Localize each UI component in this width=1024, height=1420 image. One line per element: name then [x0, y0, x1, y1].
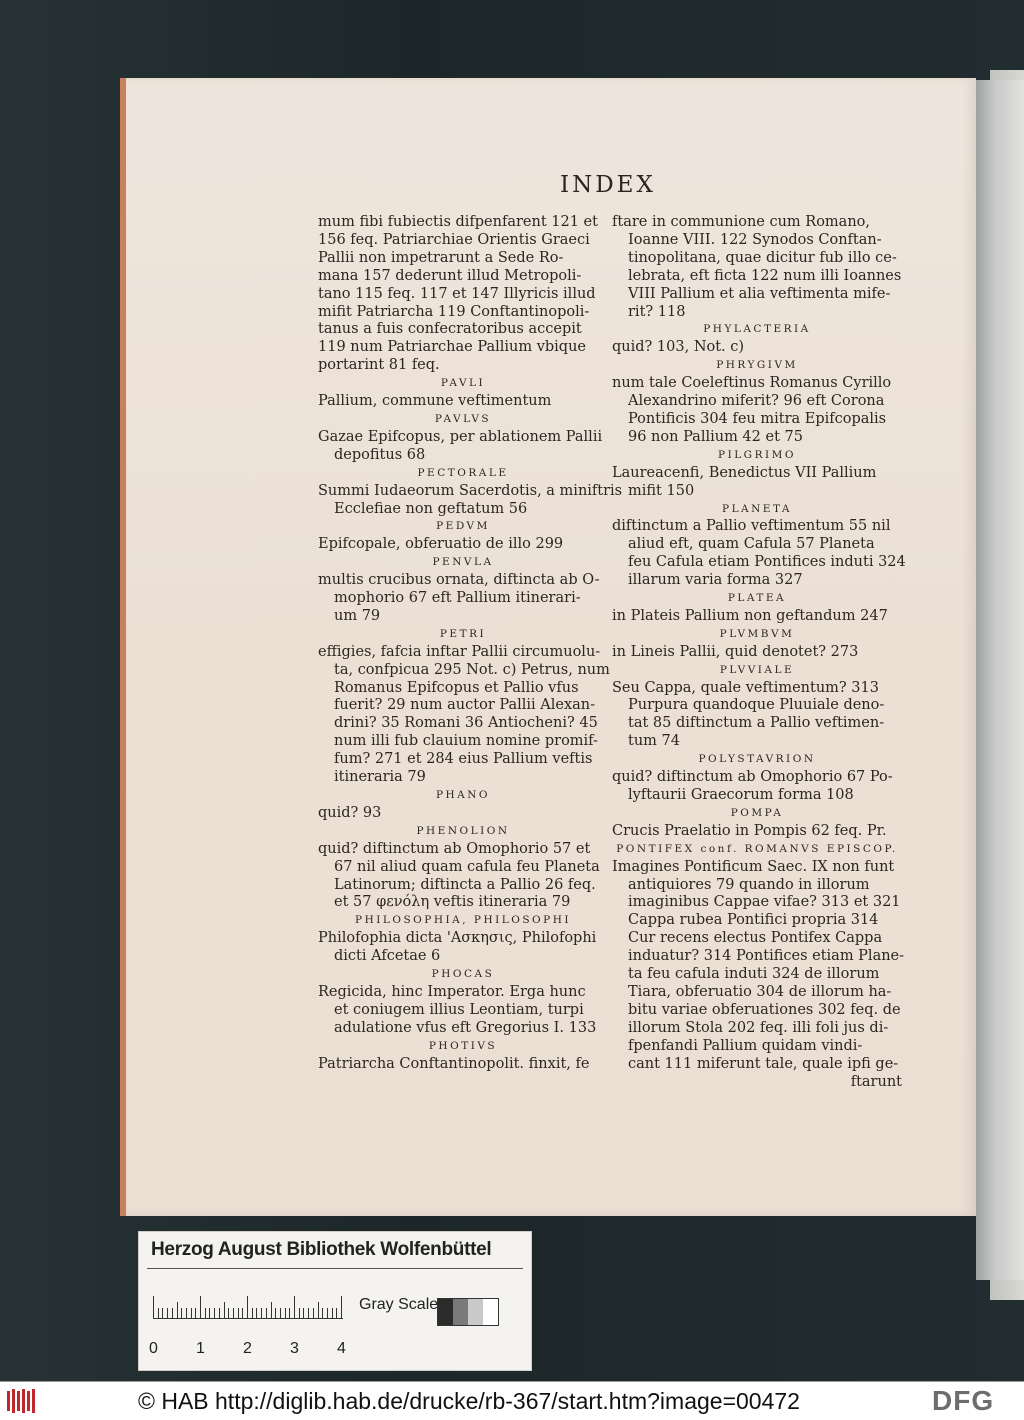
page-header: INDEX [560, 172, 656, 198]
dfg-logo: DFG [932, 1385, 995, 1416]
index-heading: PAVLVS [434, 412, 492, 425]
index-line: ta, confpicua 295 Not. c) Petrus, num [334, 661, 610, 678]
index-heading: PECTORALE [417, 466, 509, 479]
index-line: feu Cafula etiam Pontifices induti 324 [628, 554, 906, 571]
index-line: drini? 35 Romani 36 Antiocheni? 45 [334, 715, 598, 732]
ruler-tick [200, 1296, 201, 1318]
index-line: num tale Coeleftinus Romanus Cyrillo [612, 375, 892, 392]
index-line: multis crucibus ornata, diftincta ab O- [318, 572, 600, 589]
copyright-url-link[interactable]: © HAB http://diglib.hab.de/drucke/rb-367/start.htm?image=00472 [138, 1388, 800, 1414]
ruler-tick [289, 1308, 290, 1318]
card-divider [147, 1268, 523, 1269]
ruler-tick [233, 1308, 234, 1318]
index-line: Regicida, hinc Imperator. Erga hunc [318, 983, 586, 1000]
index-line: Purpura quandoque Pluuiale deno- [628, 697, 885, 714]
book-spine [976, 80, 1024, 1280]
index-heading: PENVLA [432, 556, 494, 569]
ruler-tick [177, 1302, 178, 1318]
ruler-tick [285, 1308, 286, 1318]
index-line: aliud eft, quam Cafula 57 Planeta [628, 536, 875, 553]
ruler-number: 2 [243, 1340, 252, 1357]
index-heading: PHYLACTERIA [703, 323, 811, 336]
ruler-tick [181, 1308, 182, 1318]
index-heading: PHANO [435, 789, 491, 801]
index-heading: PLATEA [727, 592, 787, 605]
ruler-tick [303, 1308, 304, 1318]
index-line: mana 157 dederunt illud Metropoli- [318, 267, 582, 284]
ruler-tick [158, 1308, 159, 1318]
index-heading: PAVLI [440, 377, 486, 390]
index-line: cant 111 miferunt tale, quale ipfi ge- [628, 1055, 899, 1072]
index-line: fuerit? 29 num auctor Pallii Alexan- [334, 697, 596, 714]
index-line: Crucis Praelatio in Pompis 62 feq. Pr. [612, 822, 887, 839]
footer-bar [0, 1381, 1024, 1420]
index-heading: PHENOLION [416, 824, 510, 837]
index-line: rit? 118 [628, 303, 686, 320]
ruler-tick [172, 1308, 173, 1318]
index-line: tat 85 diftinctum a Pallio veftimen- [628, 715, 885, 732]
index-line: diftinctum a Pallio veftimentum 55 nil [612, 518, 891, 535]
index-line: Epifcopale, obferuatio de illo 299 [318, 536, 564, 553]
hab-logo-icon [6, 1387, 40, 1415]
ruler-tick [205, 1308, 206, 1318]
ruler-tick [299, 1308, 300, 1318]
ruler-tick [195, 1308, 196, 1318]
index-line: tanus a fuis confecratoribus accepit [318, 321, 582, 338]
index-heading: POMPA [730, 806, 784, 819]
ruler-number: 3 [290, 1340, 299, 1357]
calibration-card [138, 1231, 532, 1371]
ruler-number: 0 [149, 1340, 158, 1357]
ruler-tick [332, 1308, 333, 1318]
index-heading: PLVVIALE [719, 663, 795, 676]
ruler-tick [247, 1296, 248, 1318]
ruler-tick [261, 1308, 262, 1318]
gray-patch [453, 1299, 468, 1325]
index-line: Gazae Epifcopus, per ablationem Pallii [318, 428, 603, 445]
ruler-tick [186, 1308, 187, 1318]
index-line: 96 non Pallium 42 et 75 [628, 428, 803, 445]
index-line: induatur? 314 Pontifices etiam Plane- [628, 948, 905, 965]
index-line: in Lineis Pallii, quid denotet? 273 [612, 643, 859, 660]
ruler-tick [313, 1308, 314, 1318]
left-index-column [318, 214, 623, 1074]
index-heading: PILGRIMO [718, 448, 796, 461]
index-line: Alexandrino miferit? 96 eft Corona [628, 393, 885, 410]
index-line: mum fibi fubiectis difpenfarent 121 et [318, 214, 598, 230]
index-line: tano 115 feq. 117 et 147 Illyricis illud [318, 285, 596, 302]
index-line: 156 feq. Patriarchiae Orientis Graeci [318, 231, 590, 248]
index-heading: PEDVM [436, 520, 490, 533]
index-heading: PLVMBVM [719, 627, 795, 640]
index-line: Pontificis 304 feu mitra Epifcopalis [628, 410, 887, 427]
index-line: 119 num Patriarchae Pallium vbique [318, 339, 587, 356]
index-line: mophorio 67 eft Pallium itinerari- [334, 590, 581, 607]
ruler-tick [242, 1308, 243, 1318]
ruler-tick [327, 1308, 328, 1318]
index-line: quid? diftinctum ab Omophorio 67 Po- [612, 769, 893, 786]
measurement-ruler [153, 1296, 343, 1318]
gray-patch [468, 1299, 483, 1325]
ruler-tick [224, 1302, 225, 1318]
index-line: et 57 φενόλη veftis itineraria 79 [334, 894, 571, 911]
index-line: mifit Patriarcha 119 Conftantinopoli- [318, 303, 590, 320]
index-line: effigies, fafcia inftar Pallii circumuolu- [318, 643, 601, 660]
ruler-tick [256, 1308, 257, 1318]
ruler-tick [214, 1308, 215, 1318]
ruler-tick [209, 1308, 210, 1318]
index-line: Romanus Epifcopus et Pallio vfus [334, 679, 579, 696]
index-line: tinopolitana, quae dicitur fub illo ce- [628, 249, 897, 266]
ruler-tick [280, 1308, 281, 1318]
index-heading: PHILOSOPHIA, PHILOSOPHI [355, 914, 571, 927]
ruler-tick [228, 1308, 229, 1318]
index-line: Pallii non impetrarunt a Sede Ro- [318, 249, 564, 266]
index-line: illarum varia forma 327 [628, 572, 803, 589]
ruler-tick [294, 1296, 295, 1318]
index-line: um 79 [334, 607, 381, 624]
ruler-tick [238, 1308, 239, 1318]
gray-scale-bar [437, 1298, 499, 1326]
index-heading: PLANETA [722, 502, 792, 515]
index-line: Cur recens electus Pontifex Cappa [628, 930, 883, 947]
gray-patch [483, 1299, 498, 1325]
index-heading: PHRYGIVM [716, 359, 798, 372]
index-line: in Plateis Pallium non geftandum 247 [612, 607, 888, 624]
index-line: tum 74 [628, 733, 680, 750]
index-heading: PETRI [439, 627, 487, 640]
library-name: Herzog August Bibliothek Wolfenbüttel [151, 1239, 492, 1260]
ruler-tick [336, 1308, 337, 1318]
gray-patch [438, 1299, 453, 1325]
index-heading: PHOTIVS [428, 1039, 498, 1052]
index-line: Laureacenfi, Benedictus VII Pallium [612, 464, 877, 481]
ruler-numbers [149, 1340, 349, 1360]
index-line: quid? diftinctum ab Omophorio 57 et [318, 840, 591, 857]
right-index-column [612, 214, 906, 1091]
ruler-tick [341, 1296, 342, 1318]
index-line: ftarunt [850, 1073, 902, 1090]
index-heading: PHOCAS [431, 968, 495, 981]
index-line: Latinorum; diftincta a Pallio 26 feq. [334, 876, 596, 893]
ruler-tick [271, 1302, 272, 1318]
ruler-baseline [153, 1318, 343, 1319]
index-line: Pallium, commune veftimentum [318, 393, 552, 410]
ruler-number: 1 [196, 1340, 205, 1357]
ruler-tick [308, 1308, 309, 1318]
index-line: antiquiores 79 quando in illorum [628, 876, 870, 893]
ruler-tick [275, 1308, 276, 1318]
ruler-tick [322, 1308, 323, 1318]
index-line: mifit 150 [628, 482, 695, 499]
index-line: fpenfandi Pallium quidam vindi- [628, 1037, 863, 1054]
index-line: Imagines Pontificum Saec. IX non funt [612, 858, 895, 875]
index-line: Summi Iudaeorum Sacerdotis, a miniftris [318, 482, 623, 499]
index-line: quid? 103, Not. c) [612, 339, 745, 356]
index-heading: PONTIFEX conf. ROMANVS EPISCOP. [616, 842, 898, 855]
index-line: et coniugem illius Leontiam, turpi [334, 1001, 584, 1018]
index-line: ftare in communione cum Romano, [612, 214, 871, 230]
index-line: itineraria 79 [334, 769, 426, 786]
ruler-tick [162, 1308, 163, 1318]
index-line: depofitus 68 [334, 446, 426, 463]
gray-scale-label: Gray Scale [359, 1296, 439, 1313]
ruler-tick [252, 1308, 253, 1318]
index-heading: POLYSTAVRION [698, 753, 816, 766]
ruler-tick [318, 1302, 319, 1318]
index-line: num illi fub clauium nomine promif- [334, 733, 598, 750]
ruler-number: 4 [337, 1340, 346, 1357]
index-line: imaginibus Cappae vifae? 313 et 321 [628, 894, 901, 911]
index-line: Patriarcha Conftantinopolit. finxit, fe [318, 1055, 590, 1072]
index-line: VIII Pallium et alia veftimenta mife- [628, 285, 891, 302]
index-line: dicti Afcetae 6 [334, 948, 441, 965]
index-line: Tiara, obferuatio 304 de illorum ha- [628, 983, 892, 1000]
ruler-tick [219, 1308, 220, 1318]
index-line: lyftaurii Graecorum forma 108 [628, 787, 854, 803]
index-line: Ecclefiae non geftatum 56 [334, 500, 528, 517]
index-line: adulatione vfus eft Gregorius I. 133 [334, 1019, 597, 1036]
index-line: Seu Cappa, quale veftimentum? 313 [612, 679, 879, 696]
index-line: ta feu cafula induti 324 de illorum [628, 966, 880, 983]
index-line: Ioanne VIII. 122 Synodos Conftan- [628, 231, 882, 248]
index-line: 67 nil aliud quam cafula feu Planeta [334, 858, 600, 875]
index-line: quid? 93 [318, 804, 382, 821]
ruler-tick [153, 1296, 154, 1318]
index-line: bitu variae obferuationes 302 feq. de [628, 1001, 901, 1018]
index-line: Philofophia dicta 'Ασκησις, Philofophi [318, 930, 597, 947]
index-line: portarint 81 feq. [318, 357, 440, 374]
ruler-tick [191, 1308, 192, 1318]
index-line: lebrata, eft ficta 122 num illi Ioannes [628, 267, 902, 284]
index-line: illorum Stola 202 feq. illi foli jus di- [628, 1019, 889, 1036]
index-line: Cappa rubea Pontifici propria 314 [628, 912, 879, 929]
index-line: fum? 271 et 284 eius Pallium veftis [334, 751, 593, 768]
ruler-tick [167, 1308, 168, 1318]
ruler-tick [266, 1308, 267, 1318]
